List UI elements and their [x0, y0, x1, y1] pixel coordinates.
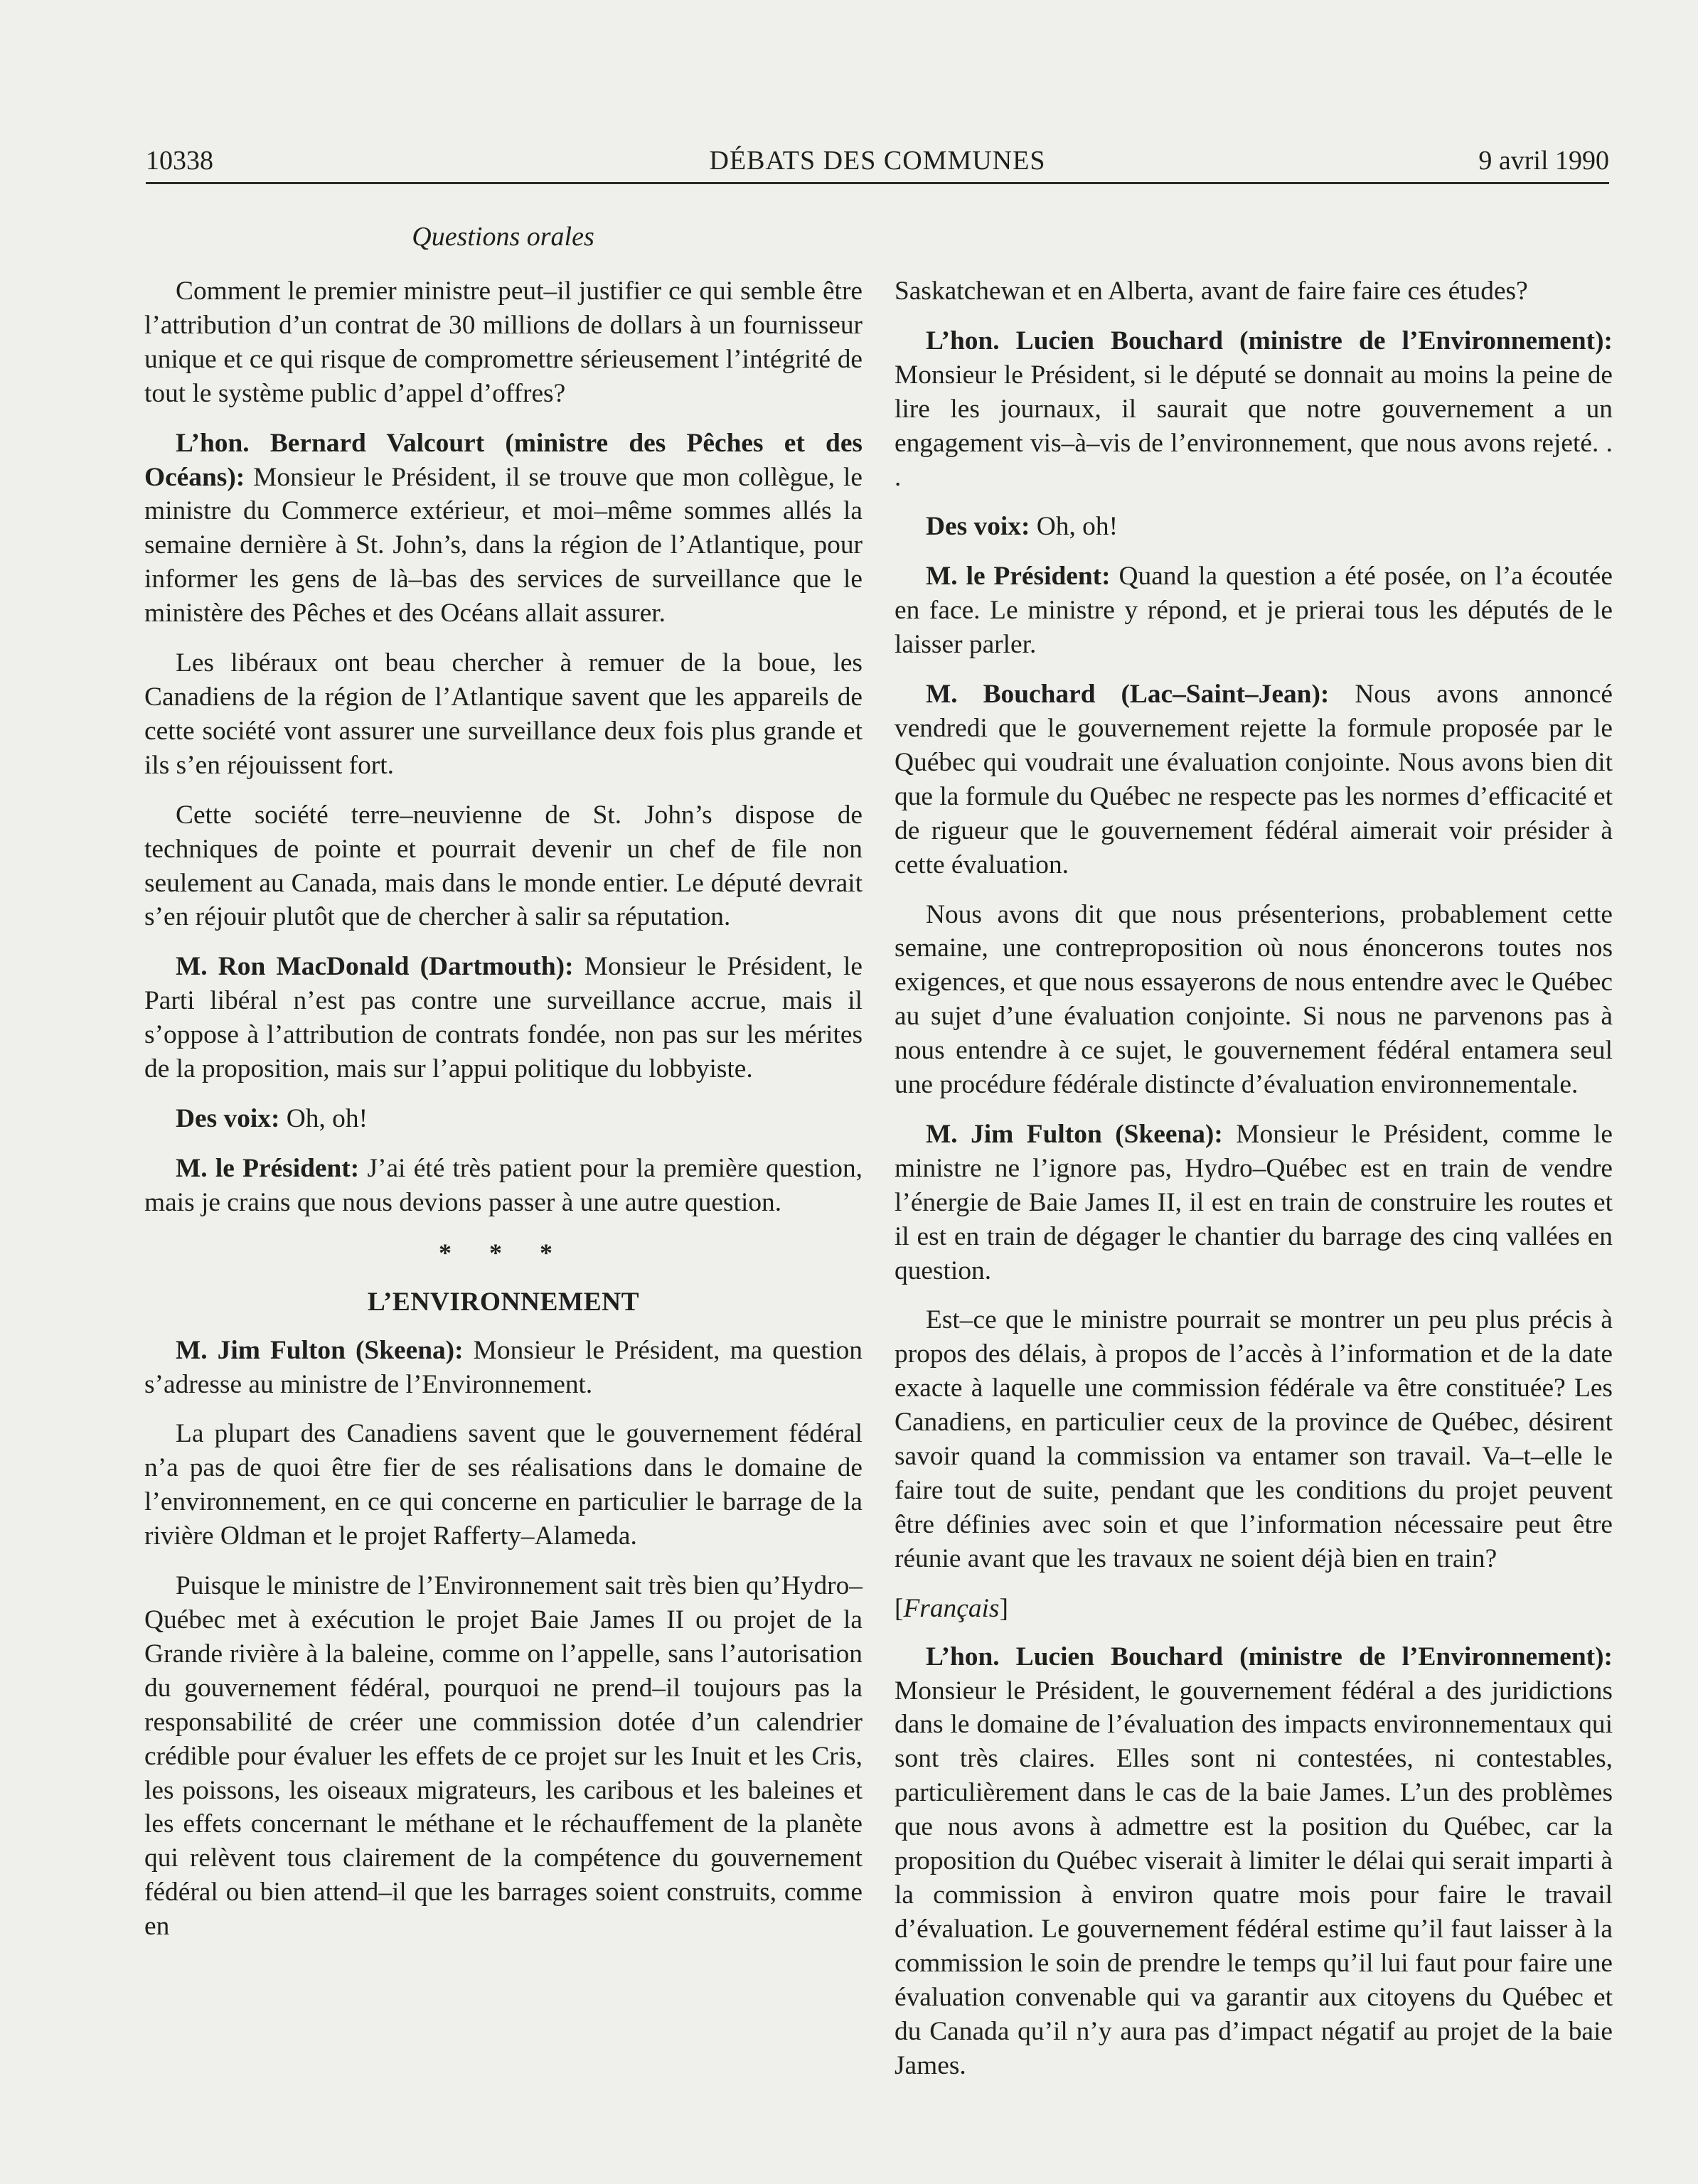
left-column	[144, 274, 863, 1959]
speaker-name: Des voix:	[176, 1103, 280, 1133]
speech	[144, 950, 863, 1086]
speech	[144, 1152, 863, 1220]
speech-text: Nous avons annoncé vendredi que le gouvernement rejette la formule proposée par le Québec qui voudrait une évaluation conjointe. Nous avons bien dit que la formule du Québec ne respecte pas les normes d’efficacité et de rigueur que le gouvernement fédéral aimerait voir présider à cette évaluation.	[895, 680, 1613, 879]
speech-text: Monsieur le Président, comme le ministre ne l’ignore pas, Hydro–Québec est en train de vendre l’énergie de Baie James II, il est en train de construire les routes et il est en train de dégager le chantier du barrage des cinq vallées en question.	[895, 1119, 1613, 1285]
speech	[895, 1640, 1613, 2083]
paragraph: La plupart des Canadiens savent que le gouvernement fédéral n’a pas de quoi être fier de ses réalisations dans le domaine de l’environnement, en ce qui concerne en particulier le barrage de la rivière Oldman et le projet Rafferty–Alameda.	[144, 1419, 863, 1551]
journal-title: DÉBATS DES COMMUNES	[709, 146, 1046, 176]
paragraph-continued: Saskatchewan et en Alberta, avant de faire faire ces études?	[895, 277, 1528, 306]
speech-text: Monsieur le Président, le gouvernement fédéral a des juridictions dans le domaine de l’évaluation des impacts environnementaux qui sont très claires. Elles sont ni contestées, ni contestables, particulièrement dans le cas de la baie James. L’un des problèmes que nous avons à admettre est la position du Québec, car la proposition du Québec viserait à limiter le délai qui serait imparti à la commission à environ quatre mois pour faire le travail d’évaluation. Le gouvernement fédéral estime qu’il faut laisser à la commission le soin de prendre le temps qu’il lui faut pour faire une évaluation convenable qui va garantir aux citoyens du Québec et du Canada qu’il n’y aura pas d’impact négatif au projet de la baie James.	[895, 1676, 1613, 2080]
paragraph: Les libéraux ont beau chercher à remuer de la boue, les Canadiens de la région de l’Atlantique savent que les appareils de cette société vont assurer une surveillance deux fois plus grande et ils s’en réjouissent fort.	[144, 648, 863, 780]
speech-text: Monsieur le Président, ma question s’adresse au ministre de l’Environnement.	[144, 1335, 863, 1399]
speaker-name: M. Jim Fulton (Skeena):	[176, 1335, 464, 1365]
page-number: 10338	[146, 146, 213, 176]
speech-text: Oh, oh!	[279, 1103, 368, 1133]
speech	[895, 324, 1613, 495]
speech	[144, 1102, 863, 1136]
speech-text: Oh, oh!	[1030, 512, 1118, 542]
language-bracket-close: ]	[999, 1593, 1008, 1623]
speech	[895, 1118, 1613, 1288]
speech	[895, 560, 1613, 662]
speaker-name: M. Jim Fulton (Skeena):	[926, 1119, 1223, 1149]
speaker-name: M. Bouchard (Lac–Saint–Jean):	[926, 680, 1330, 710]
speech	[144, 427, 863, 631]
paragraph: Cette société terre–neuvienne de St. John’s dispose de techniques de pointe et pourrait devenir un chef de file non seulement au Canada, mais dans le monde entier. Le député devrait s’en réjouir plutôt que de chercher à salir sa réputation.	[144, 800, 863, 932]
section-heading: L’ENVIRONNEMENT	[367, 1287, 640, 1317]
speech-text: Monsieur le Président, si le député se donnait au moins la peine de lire les journaux, il saurait que notre gouvernement a un engagement vis–à–vis de l’environnement, que nous avons rejeté. . .	[895, 360, 1613, 492]
speaker-name: M. Ron MacDonald (Dartmouth):	[176, 952, 574, 982]
paragraph: Nous avons dit que nous présenterions, probablement cette semaine, une contreproposition où nous énoncerons toutes nos exigences, et que nous essayerons de nous entendre avec le Québec au sujet d’une évaluation conjointe. Si nous ne parvenons pas à nous entendre à ce sujet, le gouvernement fédéral entamera seul une procédure fédérale distincte d’évaluation environnementale.	[895, 899, 1613, 1100]
speech-text: Monsieur le Président, le Parti libéral n’est pas contre une surveillance accrue, mais il s’oppose à l’attribution de contrats fondée, non pas sur les mérites de la proposition, mais sur l’appui politique du lobbyiste.	[144, 952, 863, 1084]
speech-text: J’ai été très patient pour la première question, mais je crains que nous devions passer à une autre question.	[144, 1153, 863, 1217]
right-column	[895, 274, 1613, 2098]
speaker-name: M. le Président:	[176, 1153, 360, 1183]
speaker-name: L’hon. Lucien Bouchard (ministre de l’Environnement):	[926, 1642, 1613, 1671]
paragraph: Comment le premier ministre peut–il justifier ce qui semble être l’attribution d’un contrat de 30 millions de dollars à un fournisseur unique et ce qui risque de compromettre sérieusement l’intégrité de tout le système public d’appel d’offres?	[144, 277, 863, 408]
paragraph: Puisque le ministre de l’Environnement sait très bien qu’Hydro–Québec met à exécution le projet Baie James II ou projet de la Grande rivière à la baleine, comme on l’appelle, sans l’autorisation du gouvernement fédéral, pourquoi ne prend–il toujours pas la responsabilité de créer une commission dotée d’un calendrier crédible pour évaluer les effets de ce projet sur les Inuit et les Cris, les poissons, les oiseaux migrateurs, les caribous et les baleines et les effets concernant le méthane et le réchauffement de la planète qui relèvent tous clairement de la compétence du gouvernement fédéral ou bien attend–il que les barrages soient construits, comme en	[144, 1571, 863, 1942]
header-rule	[146, 182, 1609, 184]
section-label: Questions orales	[412, 222, 594, 252]
language-name: Français	[903, 1593, 1000, 1623]
running-head	[146, 142, 1609, 179]
speech	[895, 510, 1613, 544]
speech	[144, 1334, 863, 1402]
paragraph: Est–ce que le ministre pourrait se montrer un peu plus précis à propos des délais, à propos de l’accès à l’information et de la date exacte à laquelle une commission fédérale va être constituée? Les Canadiens, en particulier ceux de la province de Québec, désirent savoir quand la commission va entamer son travail. Va–t–elle le faire tout de suite, pendant que les conditions du projet peuvent être définies avec soin et que l’information nécessaire peut être réunie avant que les travaux ne soient déjà bien en train?	[895, 1305, 1613, 1573]
speaker-name: M. le Président:	[926, 562, 1111, 592]
speech-text: Quand la question a été posée, on l’a écoutée en face. Le ministre y répond, et je prierai tous les députés de le laisser parler.	[895, 562, 1613, 660]
section-separator: * * *	[439, 1238, 568, 1267]
speech	[895, 678, 1613, 882]
language-bracket-open: [	[895, 1593, 904, 1623]
speech-text: Monsieur le Président, il se trouve que mon collègue, le ministre du Commerce extérieur, et moi–même sommes allés la semaine dernière à St. John’s, dans la région de l’Atlantique, pour informer les gens de là–bas des services de surveillance que le ministère des Pêches et des Océans allait assurer.	[144, 462, 863, 628]
speaker-name: Des voix:	[926, 512, 1030, 542]
speaker-name: L’hon. Bernard Valcourt (ministre des Pêches et des Océans):	[144, 428, 863, 492]
issue-date: 9 avril 1990	[1478, 146, 1609, 176]
speaker-name: L’hon. Lucien Bouchard (ministre de l’Environnement):	[926, 326, 1613, 355]
language-marker	[895, 1592, 1613, 1626]
